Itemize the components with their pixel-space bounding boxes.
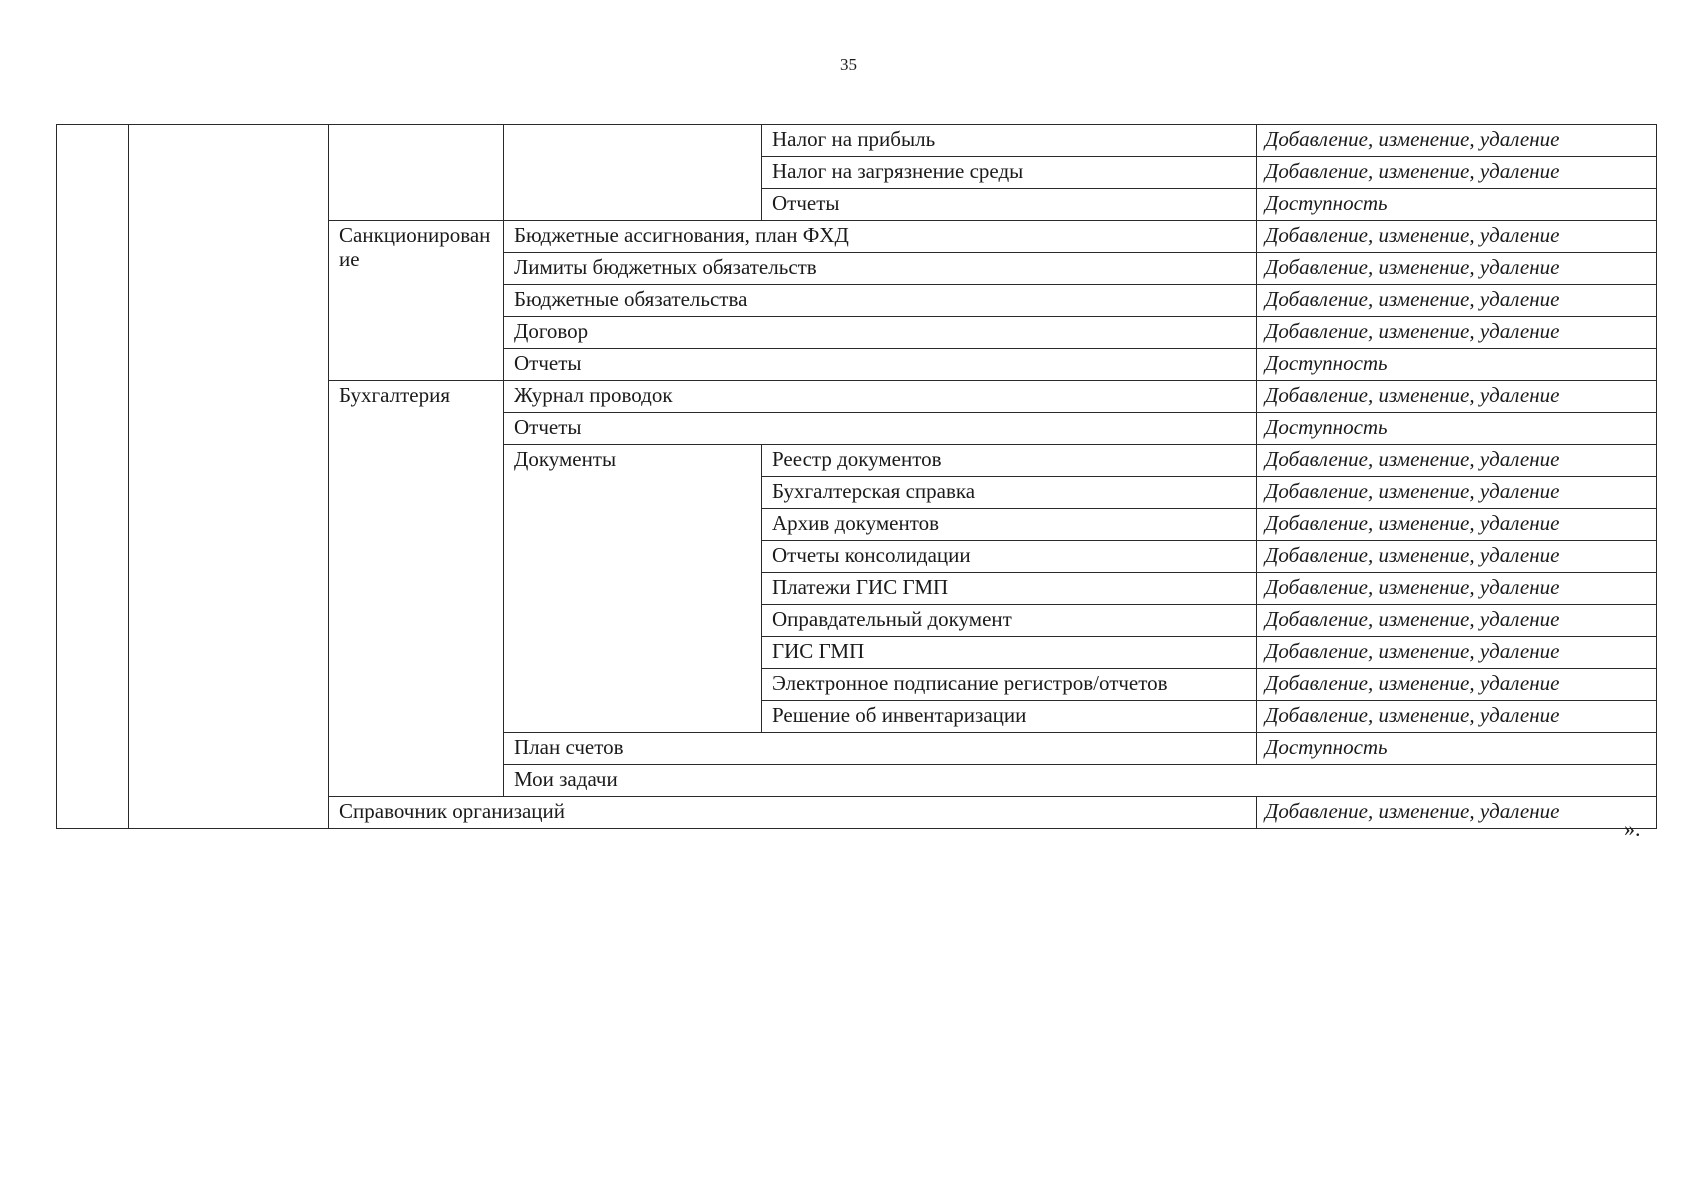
blank-group-cell [504, 125, 762, 221]
documents-group-label: Документы [504, 445, 762, 733]
module-cell: Журнал проводок [504, 381, 1257, 413]
blank-col-1 [57, 125, 129, 829]
page-number: 35 [840, 55, 857, 74]
access-cell: Добавление, изменение, удаление [1257, 797, 1657, 829]
module-cell: Отчеты [504, 349, 1257, 381]
access-rights-table [56, 124, 1657, 829]
access-cell: Добавление, изменение, удаление [1257, 509, 1657, 541]
module-cell: Справочник организаций [329, 797, 1257, 829]
module-cell: Отчеты консолидации [762, 541, 1257, 573]
table-row [57, 125, 1657, 157]
module-cell: Отчеты [762, 189, 1257, 221]
blank-section-cell [329, 125, 504, 221]
module-cell: Налог на загрязнение среды [762, 157, 1257, 189]
access-cell: Добавление, изменение, удаление [1257, 221, 1657, 253]
module-cell: Бюджетные ассигнования, план ФХД [504, 221, 1257, 253]
module-cell: Оправдательный документ [762, 605, 1257, 637]
module-cell: Решение об инвентаризации [762, 701, 1257, 733]
module-cell: План счетов [504, 733, 1257, 765]
access-cell: Добавление, изменение, удаление [1257, 381, 1657, 413]
module-cell: Архив документов [762, 509, 1257, 541]
module-cell: Мои задачи [504, 765, 1657, 797]
access-cell: Добавление, изменение, удаление [1257, 541, 1657, 573]
access-cell: Добавление, изменение, удаление [1257, 285, 1657, 317]
module-cell: ГИС ГМП [762, 637, 1257, 669]
access-cell: Добавление, изменение, удаление [1257, 253, 1657, 285]
access-cell: Добавление, изменение, удаление [1257, 157, 1657, 189]
access-cell: Доступность [1257, 733, 1657, 765]
module-cell: Договор [504, 317, 1257, 349]
access-cell: Добавление, изменение, удаление [1257, 445, 1657, 477]
access-cell: Доступность [1257, 413, 1657, 445]
module-cell: Электронное подписание регистров/отчетов [762, 669, 1257, 701]
module-cell: Бюджетные обязательства [504, 285, 1257, 317]
access-cell: Добавление, изменение, удаление [1257, 605, 1657, 637]
access-cell: Добавление, изменение, удаление [1257, 701, 1657, 733]
access-cell: Добавление, изменение, удаление [1257, 125, 1657, 157]
access-cell: Добавление, изменение, удаление [1257, 317, 1657, 349]
blank-col-2 [129, 125, 329, 829]
access-cell: Добавление, изменение, удаление [1257, 477, 1657, 509]
access-cell: Доступность [1257, 189, 1657, 221]
access-cell: Доступность [1257, 349, 1657, 381]
module-cell: Налог на прибыль [762, 125, 1257, 157]
module-cell: Платежи ГИС ГМП [762, 573, 1257, 605]
module-cell: Реестр документов [762, 445, 1257, 477]
module-cell: Отчеты [504, 413, 1257, 445]
access-cell: Добавление, изменение, удаление [1257, 669, 1657, 701]
section-accounting-label: Бухгалтерия [329, 381, 504, 797]
module-cell: Бухгалтерская справка [762, 477, 1257, 509]
section-sanctioning-label: Санкционирование [329, 221, 504, 381]
access-cell: Добавление, изменение, удаление [1257, 637, 1657, 669]
module-cell: Лимиты бюджетных обязательств [504, 253, 1257, 285]
access-cell: Добавление, изменение, удаление [1257, 573, 1657, 605]
closing-quote-mark: ». [1624, 816, 1641, 841]
